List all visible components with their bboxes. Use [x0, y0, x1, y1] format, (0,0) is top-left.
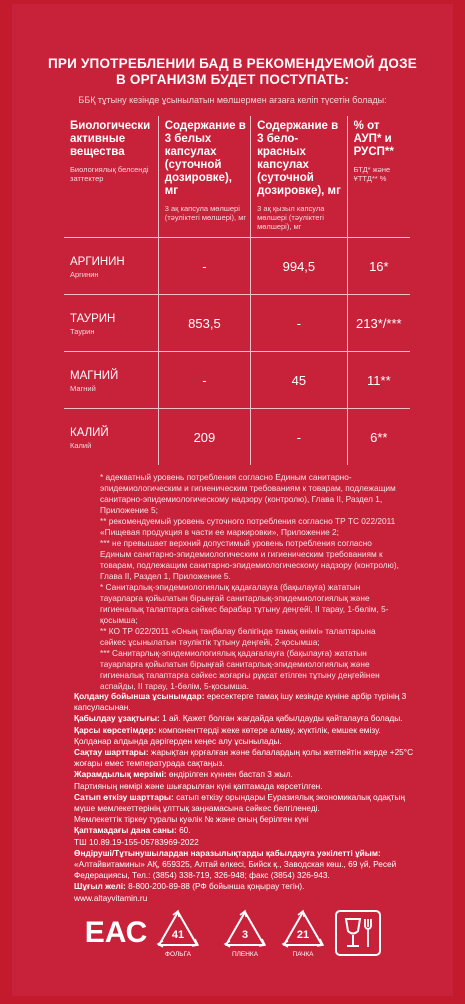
white-value: - [158, 352, 250, 409]
footnote-1: * адекватный уровень потребления согласно Единым санитарно-эпидемиологическим и гигиеническим требованиям к товарам, подлежащим санитарно-эпидемиологическому надзору (контролю), Глава II, Раздел 1, Приложение 5; [100, 472, 396, 515]
recycle-box-icon [280, 909, 326, 959]
table-header-row [64, 116, 410, 238]
storage: Сақтау шарттары: жарықтан қорғалған және балалардың қолы жетпейтін жерде +25°С жоғары емес температурада сақтаңыз. [74, 747, 414, 769]
svg-text:21: 21 [296, 929, 310, 941]
package-panel [12, 4, 453, 996]
svg-text:ФОЛЬГА: ФОЛЬГА [165, 951, 191, 958]
percent-value: 213*/*** [347, 295, 410, 352]
red-value: - [251, 409, 348, 466]
percent-value: 16* [347, 238, 410, 295]
header [12, 4, 453, 88]
recycle-foil-icon [155, 909, 201, 959]
red-value: 45 [251, 352, 348, 409]
product-info [74, 691, 419, 904]
table-row [64, 238, 410, 295]
svg-text:ЕАС: ЕАС [84, 916, 148, 949]
col-white-capsules: Содержание в 3 белых капсулах (суточной дозировке), мг 3 ақ капсула мөлшері (тәуліктегі мөлшері), мг [158, 116, 250, 238]
white-value: - [158, 238, 250, 295]
footnote-2: ** рекомендуемый уровень суточного потребления согласно ТР ТС 022/2011 «Пищевая продукция в части ее маркировки», Приложение 2; [100, 516, 396, 537]
website: www.altayvitamin.ru [74, 892, 148, 903]
col-percent: % от АУП* и РУСП** БТД* және ҰТТД** % [347, 116, 410, 238]
svg-text:3: 3 [241, 929, 249, 941]
col-white-capsules-kz: 3 ақ капсула мөлшері (тәуліктегі мөлшері), мг [164, 204, 247, 222]
header-line-1: ПРИ УПОТРЕБЛЕНИИ БАД В РЕКОМЕНДУЕМОЙ ДОЗЕ [48, 56, 417, 71]
substance-name: КАЛИЙ Калий [64, 409, 158, 466]
marking-icons [84, 909, 392, 969]
tech-spec: ТШ 10.89.19-155-05783969-2022 [74, 836, 199, 847]
svg-text:ПЛЕНКА: ПЛЕНКА [231, 951, 259, 958]
table-row [64, 352, 410, 409]
substance-name: МАГНИЙ Магний [64, 352, 158, 409]
recycle-film-icon [222, 909, 268, 959]
col-red-capsules-kz: 3 ақ қызыл капсула мөлшері (тәуліктегі мөлшері), мг [257, 204, 325, 231]
footnote-kz-1: * Санитарлық-эпидемиологиялық қадағалауға (бақылауға) жататын тауарларға қойылатын бірыңғай санитарлық-эпидемиологиялық және гигиеналық талаптарға сәйкес барабар тұтыну деңгейі, II тарау, 1-бөлім, 5-қосымша; [100, 582, 389, 625]
shelf-life: Жарамдылық мерзімі: өндірілген күннен бастап 3 жыл. [74, 769, 293, 780]
percent-value: 11** [347, 352, 410, 409]
table-row [64, 295, 410, 352]
white-value: 853,5 [158, 295, 250, 352]
red-value: - [251, 295, 348, 352]
white-value: 209 [158, 409, 250, 466]
svg-text:ПАЧКА: ПАЧКА [292, 951, 314, 958]
substance-name: АРГИНИН Аргинин [64, 238, 158, 295]
header-line-2: В ОРГАНИЗМ БУДЕТ ПОСТУПАТЬ: [115, 72, 350, 87]
usage: Қолдану бойынша ұсынымдар: ересектерге тамақ ішу кезінде күніне арбір түрінің 3 капсуласынан. [74, 691, 407, 713]
manufacturer: Өндіруші/Тұтынушылардан наразылықтарды қабылдауға уәкілетті ұйым: «Алтайвитамины» АҚ, 659325, Алтай өлкесі, Бийск қ., Заводская көш., 69 үй, Ресей Федерациясы, Тел.: (3854) 338-719, 326-948; факс (3854) 326-943. [74, 847, 397, 881]
food-contact-icon [334, 909, 382, 957]
col-percent-kz: БТД* және ҰТТД** % [353, 165, 391, 183]
header-kz: ББҚ тұтыну кезінде ұсынылатын мөлшермен ағзаға келіп түсетін болады: [78, 95, 387, 105]
eac-icon [84, 909, 148, 951]
duration: Қабылдау ұзақтығы: 1 ай. Қажет болған жағдайда қабылдауды қайталауға болады. [74, 713, 403, 724]
col-red-capsules: Содержание в 3 бело-красных капсулах (суточной дозировке), мг 3 ақ қызыл капсула мөлшері (тәуліктегі мөлшері), мг [251, 116, 348, 238]
percent-value: 6** [347, 409, 410, 466]
contraindications: Қарсы көрсетімдер: компоненттерді жеке көтере алмау, жүктілік, емшек емізу. Қолданар алдында дәрігерден кеңес алу ұсынылады. [74, 724, 381, 746]
red-value: 994,5 [251, 238, 348, 295]
footnote-kz-3: *** Санитарлық-эпидемиологиялық қадағалауға (бақылауға) жататын тауарларға қойылатын бірыңғай санитарлық-эпидемиологиялық және гигиеналық талаптарға сәйкес жоғарғы рұқсат етілген тұтыну деңгейінен аспайды, II тарау, 1-бөлім, 5-қосымша. [100, 648, 380, 691]
hotline: Шұғыл желі: 8-800-200-89-88 (РФ бойынша қоңырау тегін). [74, 881, 305, 892]
svg-text:41: 41 [171, 929, 185, 941]
footnote-3: *** не превышает верхний допустимый уровень потребления согласно Единым санитарно-эпидемиологическим и гигиеническим требованиям к товарам, подлежащим санитарно-эпидемиологическому надзору (контролю), Глава II, Раздел 1, Приложение 5. [100, 538, 399, 581]
registration: Мемлекеттік тіркеу туралы куәлік № және оның берілген күні [74, 814, 309, 825]
col-substances-kz: Биологиялық белсенді заттектер [70, 165, 149, 183]
footnote-kz-2: ** КО ТР 022/2011 «Оның таңбалау бөлігінде тамақ өнімі» талаптарына сәйкес ұсынылатын тәуліктік тұтыну деңгейі, 2-қосымша; [100, 626, 376, 647]
footnotes [100, 472, 400, 692]
nutrition-table [64, 116, 410, 465]
substance-name: ТАУРИН Таурин [64, 295, 158, 352]
col-substances: Биологически активные вещества Биологиялық белсенді заттектер [64, 116, 158, 238]
sales-conditions: Сатып өткізу шарттары: сатып өткізу орындары Еуразиялық экономикалық одақтың мүше мемлекеттерінің ұлттық заңнамасына сәйкес белгіленеді. [74, 791, 405, 814]
quantity: Қаптамадағы дана саны: 60. [74, 825, 191, 836]
batch-info: Партияның нөмірі және шығарылған күні қаптамада көрсетілген. [74, 780, 323, 791]
table-row [64, 409, 410, 466]
